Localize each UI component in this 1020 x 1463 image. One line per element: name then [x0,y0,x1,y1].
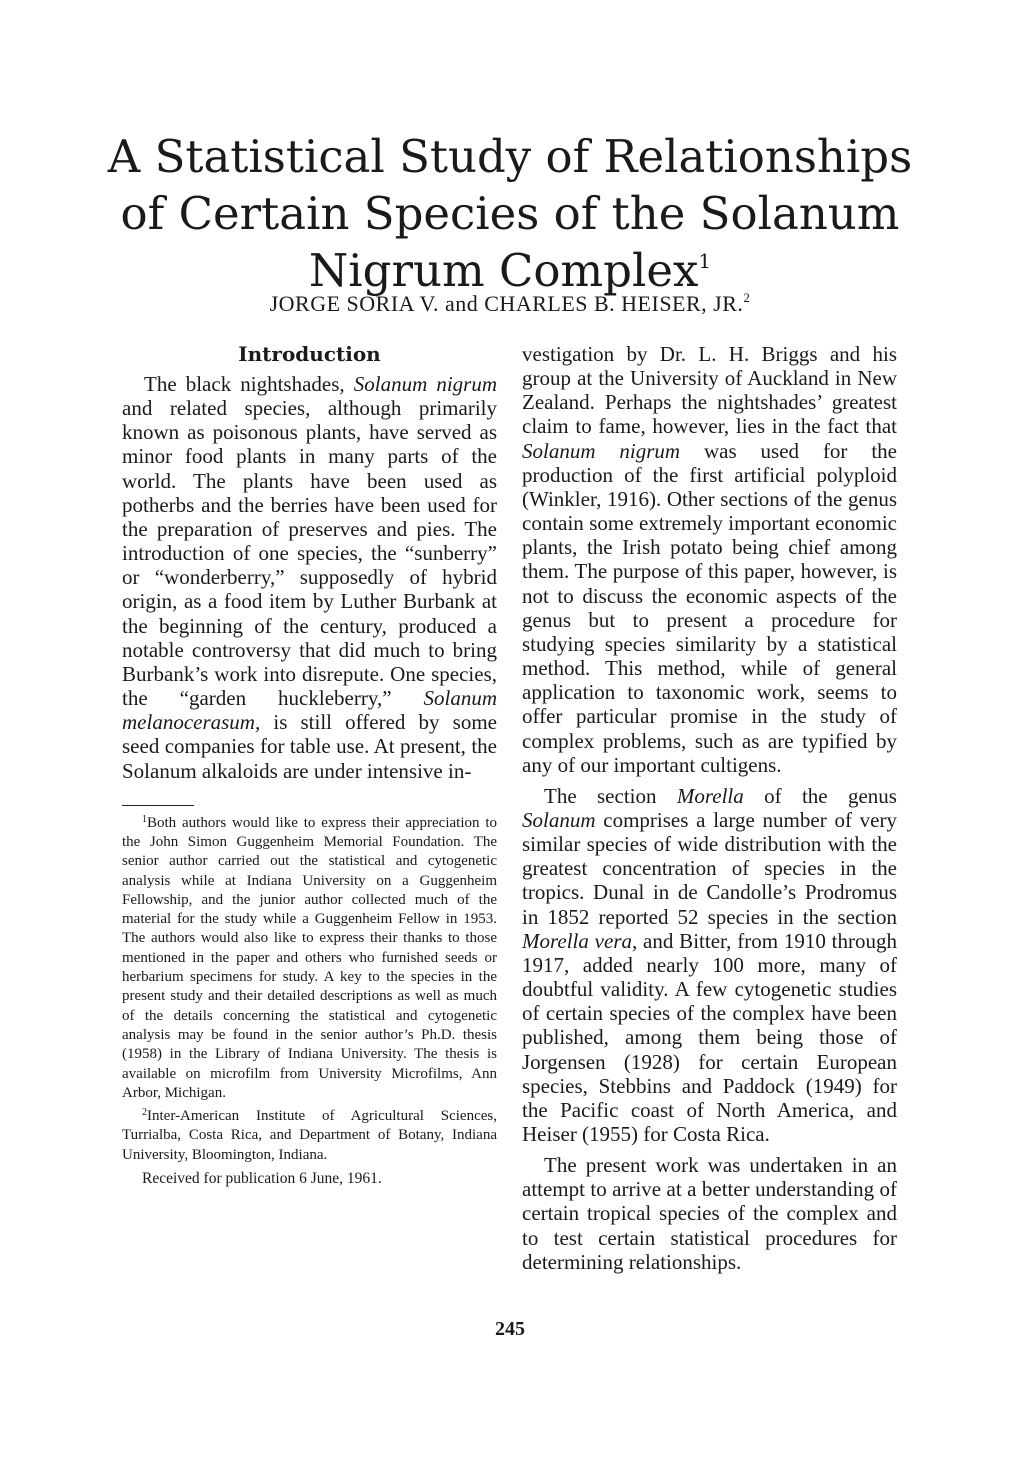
footnote-2 [122,1107,497,1165]
text-run: of the genus [743,783,897,808]
footnote-1-mark: 1 [142,813,147,825]
article-title-text: A Statistical Study of Relationships of Certain Species of the Solanum Nigrum Complex [107,130,913,297]
text-run: comprises a large number of very similar species of wide distribution with the greatest concentration of species in the tropics. Dunal in de Candolle’s Prodromus in 1852 reported 52 species in the section [522,807,897,929]
text-run: is still offered by some seed companies for table use. At present, the Solanum alkaloids are under intensive in- [122,710,497,783]
italic-species-name: Solanum nigrum [522,438,681,463]
italic-genus-name: Solanum [522,807,596,832]
italic-section-name: Morella [676,783,744,808]
left-column [122,342,497,1189]
text-run: and Bitter, from 1910 through 1917, added nearly 100 more, many of doubtful validity. A few cytogenetic studies of certain species of the complex have been published, among them being those of Jorgensen (1928) for certain European species, Stebbins and Paddock (1949) for the Pacific coast of North America, and Heiser (1955) for Costa Rica. [522,928,897,1146]
page-number: 245 [495,1318,525,1340]
article-title [100,128,920,299]
text-run: The section [544,783,677,808]
italic-section-name: Morella vera, [522,928,638,953]
author-names: JORGE SORIA V. and CHARLES B. HEISER, JR. [269,291,744,316]
text-run: was used for the production of the first artificial polyploid (Winkler, 1916). Other sections of the genus contain some extremely important economic plants, the Irish potato being chief among them. The purpose of this paper, however, is not to discuss the economic aspects of the genus but to present a procedure for studying species similarity by a statistical method. This method, while of general application to taxonomic work, seems to offer particular promise in the study of complex problems, such as are typified by any of our important cultigens. [522,438,897,777]
text-run: and related species, although primarily known as poisonous plants, have served as minor food plants in many parts of the world. The plants have been used as potherbs and the berries have been used for the preparation of preserves and pies. The introduction of one species, the “sunberry” or “wonderberry,” supposedly of hybrid origin, as a food item by Luther Burbank at the beginning of the century, produced a notable controversy that did much to bring Burbank’s work into disrepute. One species, the “garden huckleberry,” [122,396,497,711]
footnote-2-mark: 2 [142,1107,147,1119]
right-column [522,342,897,1274]
text-run: The black nightshades, [144,372,354,396]
title-footnote-mark: 1 [698,249,712,273]
text-run: vestigation by Dr. L. H. Briggs and his group at the University of Auckland in New Zealand. Perhaps the nightshades’ greatest claim to fame, however, lies in the fact that [522,342,897,439]
author-footnote-mark: 2 [743,290,751,305]
italic-species-name: Solanum melanocerasum, [122,686,497,735]
intro-paragraph-2 [522,784,897,1146]
received-date: Received for publication 6 June, 1961. [142,1170,382,1187]
author-line [100,290,920,318]
footnote-1-text: Both authors would like to express their appreciation to the John Simon Guggenheim Memorial Foundation. The senior author carried out the statistical and cytogenetic analysis while at Indiana University on a Guggenheim Fellowship, and the junior author collected much of the material for the study while a Guggenheim Fellow in 1953. The authors would also like to express their thanks to those mentioned in the paper and others who furnished seeds or herbarium specimens for study. A key to the species in the present study and their detailed descriptions as well as much of the details concerning the statistical and cytogenetic analysis may be found in the senior author’s Ph.D. thesis (1958) in the Library of Indiana University. The thesis is available on microfilm from University Microfilms, Ann Arbor, Michigan. [122,814,497,1101]
intro-paragraph-1 [122,372,497,783]
footnote-1 [122,814,497,1103]
footnote-rule [122,805,194,806]
intro-paragraph-3: The present work was undertaken in an attempt to arrive at a better understanding of certain tropical species of the complex and to test certain statistical procedures for determining relationships. [522,1153,897,1274]
intro-paragraph-1-continued [522,342,897,777]
italic-species-name: Solanum nigrum [353,372,497,396]
section-heading-introduction: Introduction [238,342,381,366]
footnote-2-text: Inter-American Institute of Agricultural Sciences, Turrialba, Costa Rica, and Department of Botany, Indiana University, Bloomington, Indiana. [122,1108,497,1163]
